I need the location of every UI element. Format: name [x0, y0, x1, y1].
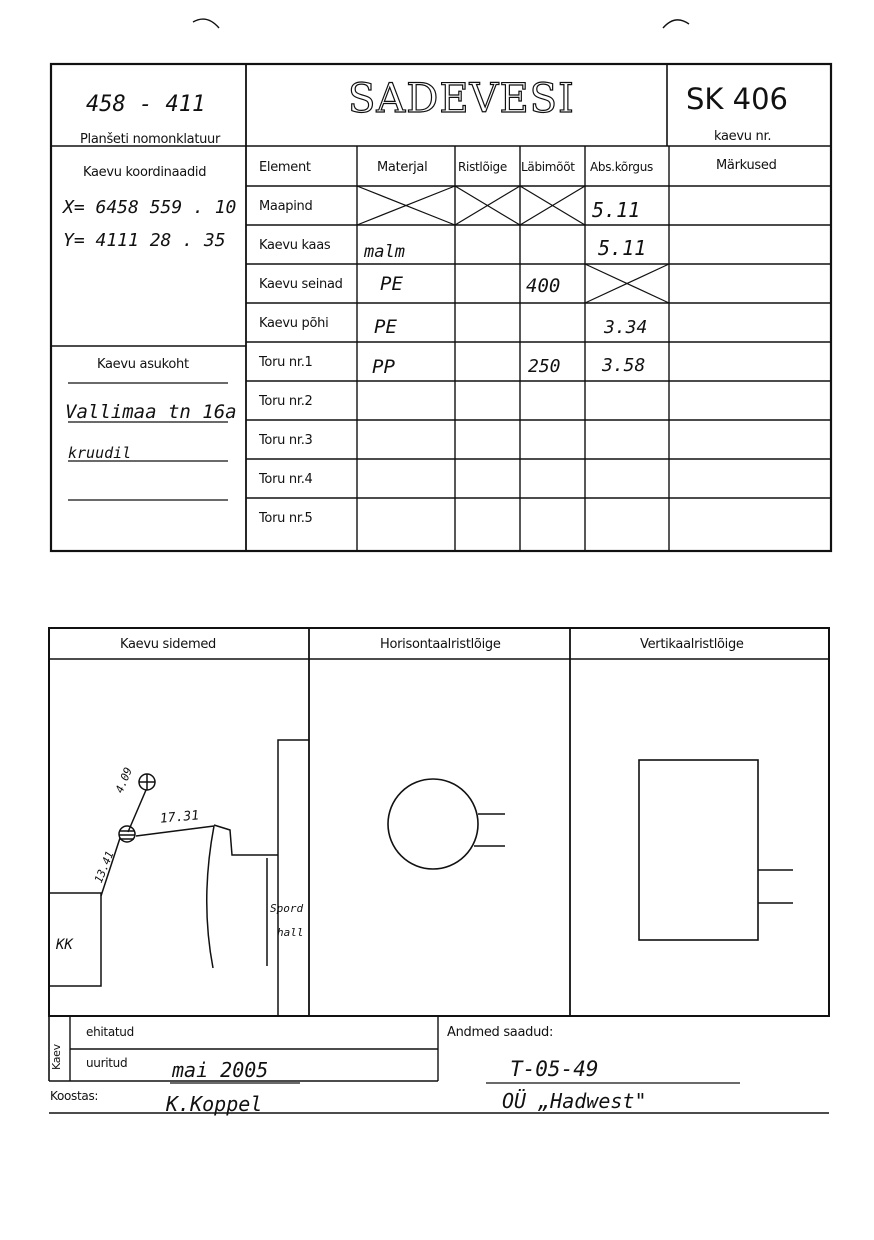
row-label: Maapind [259, 199, 313, 214]
row-label: Kaevu kaas [259, 238, 331, 253]
cell-abs: 5.11 [592, 198, 641, 222]
footer-data-value: T-05-49 [510, 1057, 599, 1081]
cell-materjal: PE [374, 316, 397, 338]
footer-side-label: Kaev [50, 1044, 63, 1070]
panel-title-horisontaal: Horisontaalristlõige [380, 637, 501, 652]
footer-data-label: Andmed saadud: [447, 1025, 554, 1040]
col-header-element: Element [259, 160, 311, 175]
cell-labimoot: 250 [528, 356, 561, 377]
sketch-distance: 17.31 [159, 808, 200, 827]
row-label: Toru nr.1 [259, 355, 313, 370]
nomenclature-value: 458 - 411 [86, 92, 206, 117]
col-header-labimoot: Läbimõõt [521, 160, 575, 174]
coord-y: Y= 4111 28 . 35 [63, 230, 226, 251]
well-number-label: kaevu nr. [714, 129, 772, 144]
col-header-markused: Märkused [716, 158, 777, 173]
location-label: Kaevu asukoht [97, 357, 189, 372]
coord-x: X= 6458 559 . 10 [63, 197, 237, 218]
footer-measured-value: mai 2005 [172, 1058, 269, 1082]
cell-materjal: PP [372, 356, 395, 378]
cell-materjal: malm [364, 242, 405, 262]
cell-abs: 3.34 [604, 317, 648, 338]
sketch-kk-label: KK [56, 937, 73, 953]
row-label: Toru nr.5 [259, 511, 313, 526]
form-title: SADEVESI [348, 76, 575, 122]
col-header-materjal: Materjal [377, 160, 428, 175]
sketch-distance: 13.41 [92, 849, 117, 885]
row-label: Toru nr.4 [259, 472, 313, 487]
panel-title-sidemed: Kaevu sidemed [120, 637, 216, 652]
col-header-abs: Abs.kõrgus [590, 160, 653, 174]
punch-mark [193, 19, 219, 28]
col-header-ristloige: Ristlõige [458, 160, 507, 174]
location-line1: Vallimaa tn 16a [65, 401, 237, 423]
well-number-value: SK 406 [686, 82, 788, 116]
sketch-distance: 4.09 [113, 765, 135, 795]
row-label: Toru nr.2 [259, 394, 313, 409]
footer-company-value: OÜ „Hadwest" [502, 1089, 647, 1113]
location-line2: kruudil [68, 444, 132, 462]
row-label: Toru nr.3 [259, 433, 313, 448]
nomenclature-label: Planšeti nomonklatuur [80, 132, 221, 147]
footer-built-label: ehitatud [86, 1025, 134, 1039]
row-label: Kaevu seinad [259, 277, 343, 292]
panel-title-vertikaal: Vertikaalristlõige [640, 637, 744, 652]
sketch-building-label: hall [277, 926, 304, 939]
footer-author-label: Koostas: [50, 1089, 99, 1103]
row-label: Kaevu põhi [259, 316, 329, 331]
cell-abs: 3.58 [602, 355, 646, 376]
footer-measured-label: uuritud [86, 1056, 128, 1070]
punch-mark [663, 20, 689, 28]
cell-materjal: PE [380, 273, 403, 295]
footer-author-value: K.Koppel [166, 1092, 263, 1116]
coords-label: Kaevu koordinaadid [83, 165, 207, 180]
cell-labimoot: 400 [526, 275, 561, 297]
sketch-building-label: Spord [270, 902, 304, 915]
cell-abs: 5.11 [598, 236, 647, 260]
